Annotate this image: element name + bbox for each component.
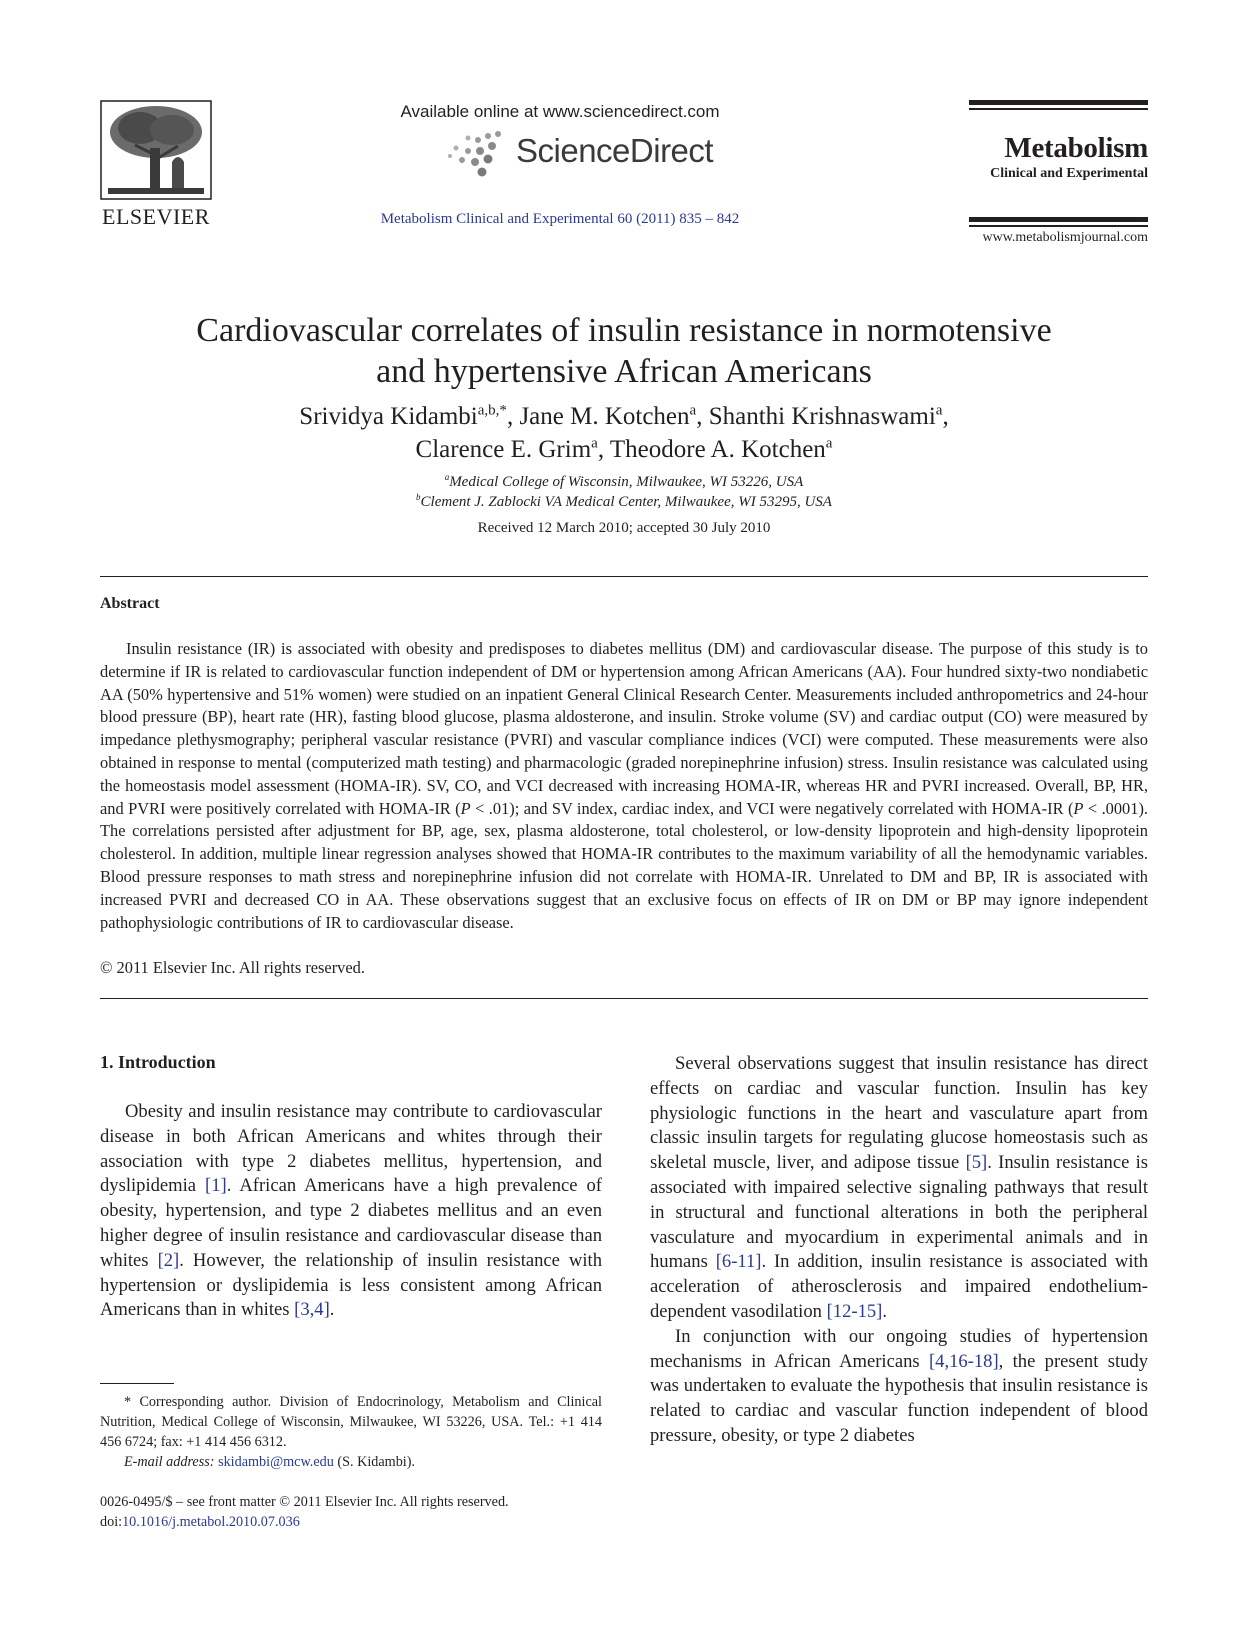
author-name: Shanthi Krishnaswami <box>708 403 936 430</box>
section-divider <box>100 576 1148 577</box>
sciencedirect-logo <box>440 126 760 180</box>
abstract-text-segment: < .01); and SV index, cardiac index, and VCI were negatively correlated with HOMA-IR ( <box>470 798 1074 818</box>
affiliation-marker: a <box>444 472 450 483</box>
section-divider <box>100 998 1148 999</box>
journal-url: www.metabolismjournal.com <box>982 230 1148 245</box>
author-name: Jane M. Kotchen <box>519 403 690 430</box>
journal-banner-rule <box>969 217 1148 222</box>
p-value-symbol: P <box>1073 798 1084 818</box>
elsevier-tree-icon <box>100 100 212 200</box>
author-line: Clarence E. Grim$^a$, Theodore A. Kotchen$^a$ <box>415 435 833 463</box>
journal-subtitle: Clinical and Experimental <box>990 166 1148 181</box>
citation-link[interactable]: [5] <box>965 1152 988 1174</box>
p-value-symbol: P <box>460 798 471 818</box>
body-paragraph <box>650 1052 1148 1325</box>
paragraph-text: . African Americans have a high prevalence of obesity, hypertension, and type 2 diabetes mellitus and an even higher degree of insulin resistance and cardiovascular disease than whites <box>100 1175 602 1271</box>
abstract-copyright: © 2011 Elsevier Inc. All rights reserved. <box>100 958 365 977</box>
elsevier-logo <box>100 100 212 228</box>
footnote-divider <box>100 1383 174 1384</box>
article-title-line: and hypertensive African Americans <box>376 353 872 390</box>
citation-link[interactable]: [12-15] <box>826 1300 883 1322</box>
doi-label: doi: <box>100 1514 123 1530</box>
footnote-text: * Corresponding author. Division of Endocrinology, Metabolism and Clinical Nutrition, Medical College of Wisconsin, Milwaukee, WI 53226, USA. Tel.: +1 414 456 6724; fax: +1 414 456 6312. <box>100 1394 602 1450</box>
author-affiliation-marker: a <box>689 402 697 419</box>
affiliation-text: Medical College of Wisconsin, Milwaukee, WI 53226, USA <box>449 474 804 490</box>
abstract-text-segment: < .0001). The correlations persisted after adjustment for BP, age, sex, plasma aldosterone, total cholesterol, or low-density lipoprotein and high-density lipoprotein cholesterol. In addition, multiple linear regression analyses showed that HOMA-IR contributes to the maximum variability of all the hemodynamic variables. Blood pressure responses to math stress and norepinephrine infusion did not correlate with HOMA-IR. Unrelated to DM and BP, IR is associated with increased PVRI and decreased CO in AA. These observations suggest that an exclusive focus on effects of IR on DM or BP may ignore independent pathophysiologic contributions of IR to cardiovascular disease. <box>100 798 1148 932</box>
author-affiliation-marker: a <box>935 402 943 419</box>
sciencedirect-dots-icon <box>440 126 512 180</box>
abstract-body <box>100 638 1148 934</box>
paragraph-text: In conjunction with our ongoing studies of hypertension mechanisms in African Americans <box>650 1325 1148 1372</box>
email-label: E-mail address: <box>124 1454 215 1470</box>
affiliation <box>100 494 1148 511</box>
author-list <box>100 400 1148 466</box>
paragraph-text: . However, the relationship of insulin resistance with hypertension or dyslipidemia is less consistent among African Americans than in whites <box>100 1249 602 1321</box>
email-link[interactable]: skidambi@mcw.edu <box>218 1454 334 1470</box>
paragraph-text: . <box>329 1299 335 1321</box>
section-heading-introduction: 1. Introduction <box>100 1052 216 1072</box>
paragraph-text: . Insulin resistance is associated with impaired selective signaling pathways that result in structural and functional alterations in both the peripheral vasculature and myocardium in experimental animals and in humans <box>650 1152 1148 1273</box>
received-dates: Received 12 March 2010; accepted 30 July 2010 <box>477 520 771 536</box>
issn-line: 0026-0495/$ – see front matter © 2011 Elsevier Inc. All rights reserved. <box>100 1494 509 1510</box>
citation-link[interactable]: [6-11] <box>715 1251 762 1273</box>
paragraph-text: Obesity and insulin resistance may contribute to cardiovascular disease in both African Americans and whites through their association with type 2 diabetes mellitus, hypertension, and dyslipidemia <box>100 1101 602 1197</box>
author-name: Srividya Kidambi <box>299 403 478 430</box>
abstract-heading: Abstract <box>100 595 160 612</box>
journal-banner-rule <box>969 108 1148 110</box>
citation-link[interactable]: [4,16-18] <box>928 1350 999 1372</box>
front-matter-info <box>100 1492 620 1532</box>
journal-banner-rule <box>969 100 1148 105</box>
article-title-line: Cardiovascular correlates of insulin resistance in normotensive <box>196 312 1052 349</box>
available-online-text: Available online at www.sciencedirect.com <box>400 102 720 121</box>
author-affiliation-marker: a <box>825 435 833 452</box>
affiliation <box>100 474 1148 491</box>
doi-link[interactable]: 10.1016/j.metabol.2010.07.036 <box>122 1514 300 1530</box>
journal-reference-link[interactable]: Metabolism Clinical and Experimental 60 (2011) 835 – 842 <box>380 211 740 227</box>
footnote-email-line <box>100 1452 602 1472</box>
author-line: Srividya Kidambi$^{a,b,*}$, Jane M. Kotchen$^a$, Shanthi Krishnaswami$^a$, <box>299 402 949 430</box>
affiliation-marker: b <box>416 492 421 503</box>
abstract-text-segment: Insulin resistance (IR) is associated with obesity and predisposes to diabetes mellitus (DM) and cardiovascular disease. The purpose of this study is to determine if IR is related to cardiovascular function independent of DM or hypertension among African Americans (AA). Four hundred sixty-two nondiabetic AA (50% hypertensive and 51% women) were studied on an inpatient General Clinical Research Center. Measurements included anthropometrics and 24-hour blood pressure (BP), heart rate (HR), fasting blood glucose, plasma aldosterone, and insulin. Stroke volume (SV) and cardiac output (CO) were measured by impedance plethysmography; peripheral vascular resistance (PVRI) and vascular compliance indices (VCI) were computed. These measurements were also obtained in response to mental (computerized math testing) and pharmacologic (graded norepinephrine infusion) stress. Insulin resistance was calculated using the homeostasis model assessment (HOMA-IR). SV, CO, and VCI decreased with increasing HOMA-IR, whereas HR and PVRI increased. Overall, BP, HR, and PVRI were positively correlated with HOMA-IR ( <box>100 639 1148 818</box>
doi-line <box>100 1512 620 1532</box>
citation-link[interactable]: [1] <box>205 1175 227 1197</box>
paragraph-text: . <box>882 1300 888 1322</box>
right-column <box>650 1052 1148 1449</box>
citation-link[interactable]: [3,4] <box>294 1299 330 1321</box>
body-paragraph <box>650 1325 1148 1449</box>
author-affiliation-marker: a,b,* <box>477 402 507 419</box>
paragraph-text: , the present study was undertaken to evaluate the hypothesis that insulin resistance is related to cardiac and vascular function independent of blood pressure, obesity, or type 2 diabetes <box>650 1350 1148 1446</box>
author-name: Theodore A. Kotchen <box>609 436 826 463</box>
paragraph-text: Several observations suggest that insulin resistance has direct effects on cardiac and vascular function. Insulin has key physiologic functions in the heart and vasculature apart from classic insulin targets for regulating glucose homeostasis such as skeletal muscle, liver, and adipose tissue <box>650 1053 1148 1174</box>
author-affiliation-marker: a <box>591 435 598 452</box>
affiliation-text: Clement J. Zablocki VA Medical Center, Milwaukee, WI 53295, USA <box>420 494 832 510</box>
sciencedirect-wordmark: ScienceDirect <box>516 132 714 169</box>
author-name: Clarence E. Grim <box>415 436 592 463</box>
journal-banner-rule <box>969 225 1148 227</box>
corresponding-author-footnote <box>100 1392 602 1472</box>
publisher-name: ELSEVIER <box>102 204 210 229</box>
left-column <box>100 1100 602 1323</box>
citation-link[interactable]: [2] <box>157 1249 180 1271</box>
paragraph-text: . In addition, insulin resistance is associated with acceleration of atherosclerosis and impaired endothelium-dependent vasodilation <box>650 1251 1148 1322</box>
body-paragraph <box>100 1100 602 1323</box>
email-suffix: (S. Kidambi). <box>333 1454 416 1470</box>
journal-name: Metabolism <box>1004 132 1148 164</box>
article-title <box>100 310 1148 392</box>
